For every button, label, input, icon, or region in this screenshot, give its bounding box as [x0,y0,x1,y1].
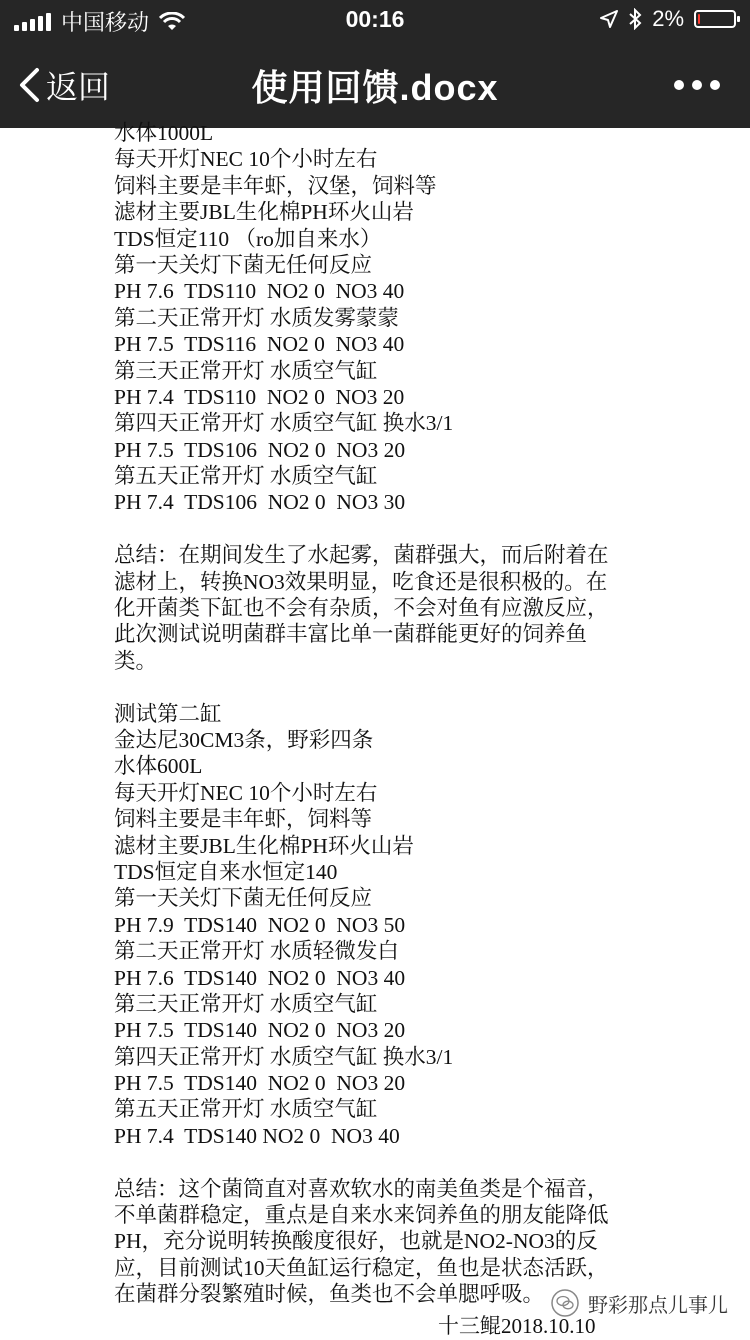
location-icon [600,10,618,28]
document-line: 测试第二缸 [114,701,222,726]
status-bar [0,0,750,40]
carrier-label: 中国移动 [61,10,150,35]
document-line: 滤材主要JBL生化棉PH环火山岩 [114,833,414,858]
document-line: 第二天正常开灯 水质轻微发白 [114,939,399,964]
watermark-text: 野彩那点儿事儿 [588,1294,728,1317]
paragraph-gap [114,516,714,542]
page-title: 使用回馈.docx [251,67,499,108]
wechat-icon [550,1288,580,1318]
document-line: 每天开灯NEC 10个小时左右 [114,780,378,805]
document-line: 饲料主要是丰年虾，汉堡，饲料等 [114,173,437,198]
document-line: PH 7.4 TDS110 NO2 0 NO3 20 [114,384,405,409]
nav-bar [0,40,750,128]
document-line: 每天开灯NEC 10个小时左右 [114,147,378,172]
document-line: 第四天正常开灯 水质空气缸 换水3/1 [114,1044,454,1069]
document-line: 第四天正常开灯 水质空气缸 换水3/1 [114,411,454,436]
clock: 00:16 [345,6,405,32]
document-line: TDS恒定110 （ro加自来水） [114,226,382,251]
battery-percent: 2% [652,6,684,31]
document-line: 水体1000L [114,121,214,145]
status-right [600,6,736,32]
document-line: PH 7.4 TDS140 NO2 0 NO3 40 [114,1123,400,1148]
document-line: 第三天正常开灯 水质空气缸 [114,358,378,383]
document-line: PH 7.5 TDS116 NO2 0 NO3 40 [114,332,405,357]
document-line: 化开菌类下缸也不会有杂质，不会对鱼有应激反应， [114,596,609,621]
document-line: 第一天关灯下菌无任何反应 [114,886,373,911]
bluetooth-icon [628,8,642,30]
document-line: 滤材主要JBL生化棉PH环火山岩 [114,200,414,225]
document-line: 第五天正常开灯 水质空气缸 [114,1097,378,1122]
document-line: 饲料主要是丰年虾，饲料等 [114,807,373,832]
document-line: 金达尼30CM3条，野彩四条 [114,727,374,752]
document-line: 第二天正常开灯 水质发雾蒙蒙 [114,305,399,330]
document-line: PH 7.5 TDS140 NO2 0 NO3 20 [114,1071,406,1096]
document-line: PH 7.4 TDS106 NO2 0 NO3 30 [114,490,406,515]
document-line: PH 7.5 TDS140 NO2 0 NO3 20 [114,1018,406,1043]
more-icon[interactable] [674,80,720,90]
document-line: TDS恒定自来水恒定140 [114,859,338,884]
document-line: PH 7.6 TDS140 NO2 0 NO3 40 [114,965,406,990]
watermark [550,1288,728,1318]
document-line: PH 7.9 TDS140 NO2 0 NO3 50 [114,912,406,937]
document-body [114,120,714,1308]
document-line: 第三天正常开灯 水质空气缸 [114,991,378,1016]
back-label: 返回 [46,69,111,105]
document-line: 不单菌群稳定，重点是自来水来饲养鱼的朋友能降低 [114,1203,609,1228]
document-line: 总结：在期间发生了水起雾，菌群强大，而后附着在 [114,543,609,568]
document-line: 总结：这个菌筒直对喜欢软水的南美鱼类是个福音， [114,1176,609,1201]
paragraph-gap [114,674,714,700]
document-line: 此次测试说明菌群丰富比单一菌群能更好的饲养鱼 [114,622,588,647]
document-line: 第五天正常开灯 水质空气缸 [114,464,378,489]
document-line: 第一天关灯下菌无任何反应 [114,252,373,277]
signature: 十三鲲2018.10.10 [438,1314,596,1338]
document-line: 在菌群分裂繁殖时候，鱼类也不会单腮呼吸。 [114,1282,545,1307]
document-line: 滤材上，转换NO3效果明显，吃食还是很积极的。在 [114,569,608,594]
battery-level [698,14,700,24]
document-line: 类。 [114,648,158,673]
document-line: PH 7.5 TDS106 NO2 0 NO3 20 [114,437,406,462]
document-line: 水体600L [114,754,203,779]
document-line: PH，充分说明转换酸度很好，也就是NO2-NO3的反 [114,1229,598,1254]
document-line: PH 7.6 TDS110 NO2 0 NO3 40 [114,279,405,304]
document-line: 应，目前测试10天鱼缸运行稳定，鱼也是状态活跃， [114,1255,609,1280]
paragraph-gap [114,1149,714,1175]
battery-icon [694,10,736,28]
